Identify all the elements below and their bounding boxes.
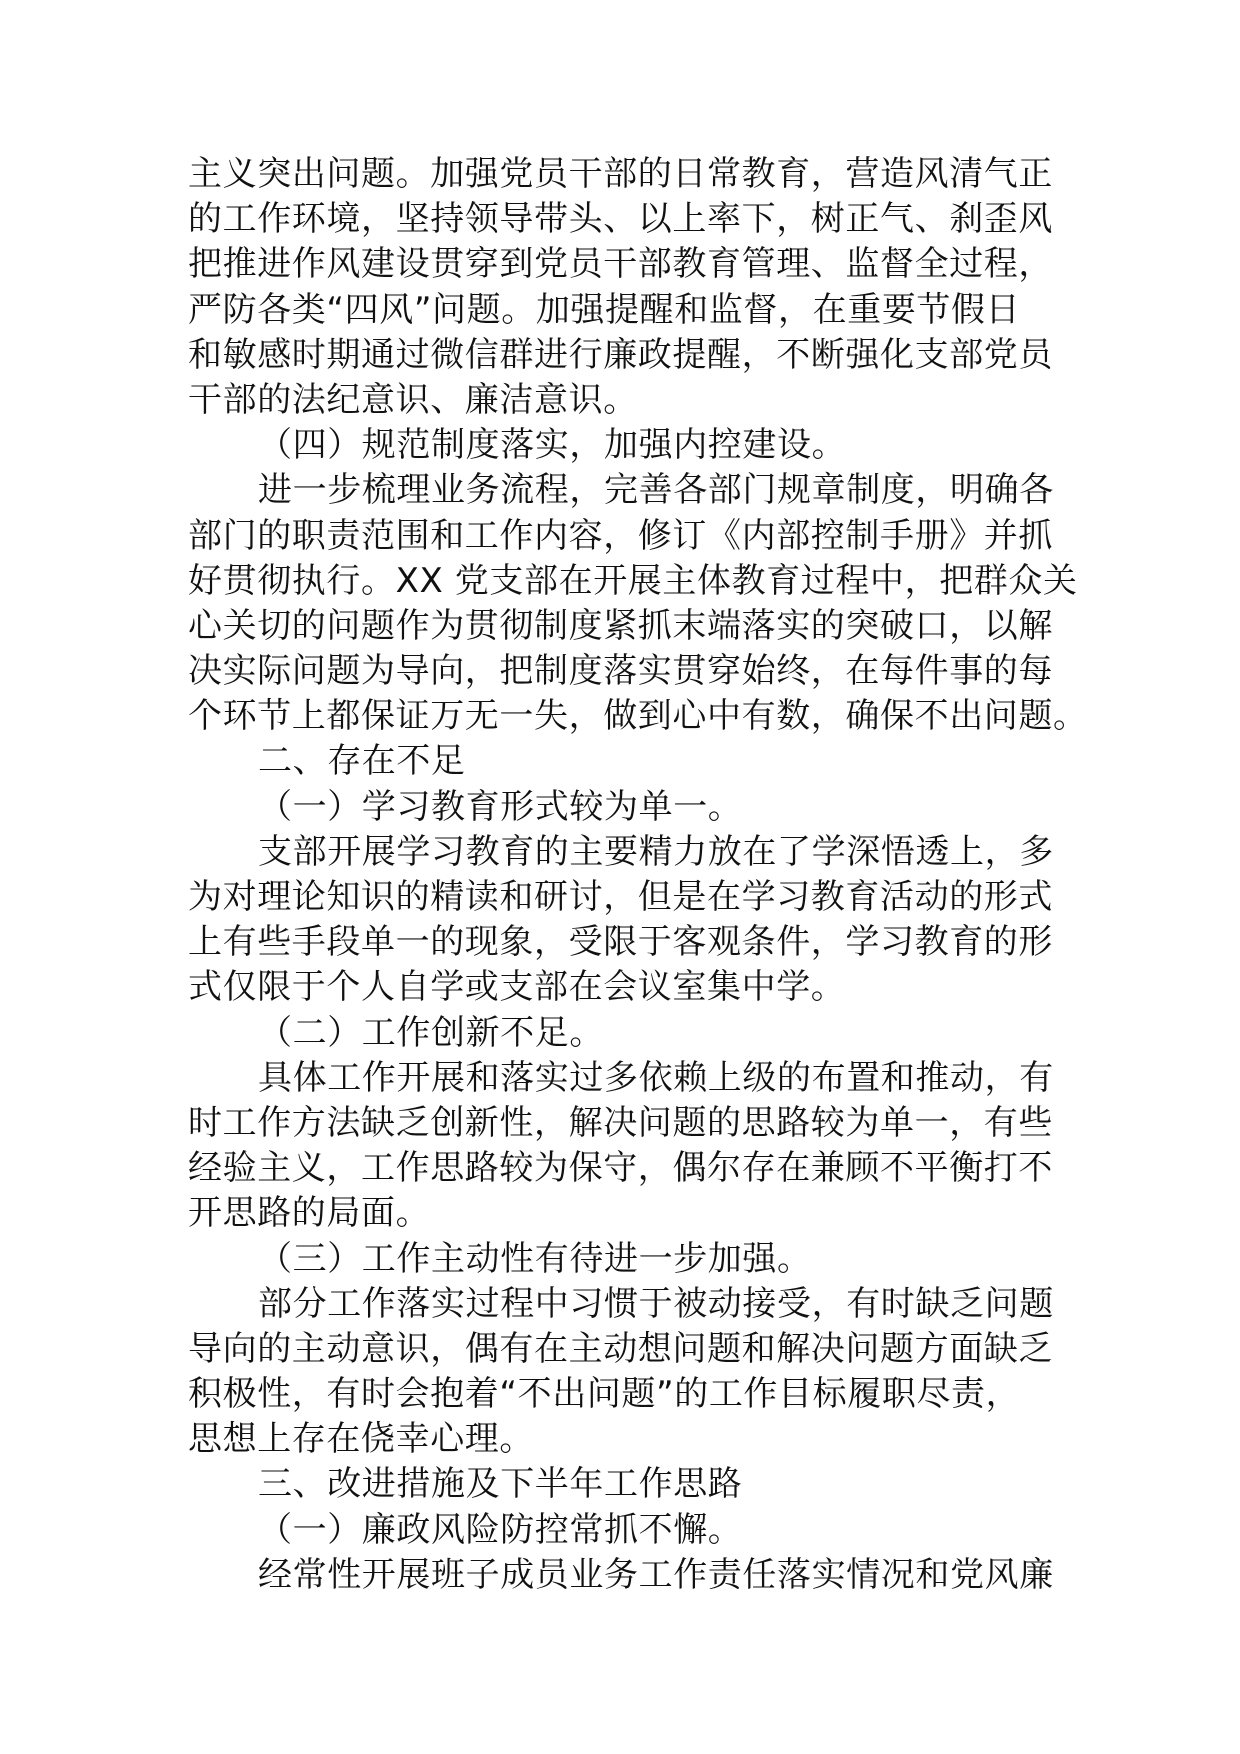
text-line: 经验主义，工作思路较为保守，偶尔存在兼顾不平衡打不 [188, 1148, 1053, 1189]
text-line: 严防各类“四风”问题。加强提醒和监督，在重要节假日 [188, 289, 1021, 330]
text-line: 经常性开展班子成员业务工作责任落实情况和党风廉 [258, 1554, 1054, 1595]
text-line: 思想上存在侥幸心理。 [188, 1419, 534, 1460]
text-line: 和敏感时期通过微信群进行廉政提醒，不断强化支部党员 [188, 334, 1053, 375]
text-line: 具体工作开展和落实过多依赖上级的布置和推动，有 [258, 1057, 1054, 1098]
subsection-heading: （一）廉政风险防控常抓不懈。 [258, 1509, 743, 1550]
text-line: 心关切的问题作为贯彻制度紧抓末端落实的突破口，以解 [188, 605, 1053, 646]
text-line: 个环节上都保证万无一失，做到心中有数，确保不出问题。 [188, 696, 1088, 737]
text-line: 干部的法纪意识、廉洁意识。 [188, 379, 638, 420]
text-line: 上有些手段单一的现象，受限于客观条件，学习教育的形 [188, 922, 1053, 963]
text-line: 时工作方法缺乏创新性，解决问题的思路较为单一，有些 [188, 1102, 1053, 1143]
text-line: 积极性，有时会抱着“不出问题”的工作目标履职尽责， [188, 1374, 1021, 1415]
text-line: 部门的职责范围和工作内容，修订《内部控制手册》并抓 [188, 515, 1053, 556]
text-line: 部分工作落实过程中习惯于被动接受，有时缺乏问题 [258, 1283, 1054, 1324]
text-line: 的工作环境，坚持领导带头、以上率下，树正气、刹歪风 [188, 199, 1053, 240]
section-heading: 三、改进措施及下半年工作思路 [258, 1464, 743, 1505]
subsection-heading: （一）学习教育形式较为单一。 [258, 786, 743, 827]
text-line: 决实际问题为导向，把制度落实贯穿始终，在每件事的每 [188, 651, 1053, 692]
text-line: 为对理论知识的精读和研讨，但是在学习教育活动的形式 [188, 877, 1053, 917]
text-line: 好贯彻执行。XX 党支部在开展主体教育过程中，把群众关 [188, 560, 1078, 601]
section-heading: （四）规范制度落实，加强内控建设。 [258, 425, 847, 466]
subsection-heading: （二）工作创新不足。 [258, 1012, 604, 1053]
text-line: 导向的主动意识，偶有在主动想问题和解决问题方面缺乏 [188, 1328, 1053, 1369]
text-line: 主义突出问题。加强党员干部的日常教育，营造风清气正 [188, 154, 1053, 194]
subsection-heading: （三）工作主动性有待进一步加强。 [258, 1238, 812, 1279]
text-line: 式仅限于个人自学或支部在会议室集中学。 [188, 967, 846, 1008]
text-line: 开思路的局面。 [188, 1193, 431, 1234]
text-line: 进一步梳理业务流程，完善各部门规章制度，明确各 [258, 470, 1054, 511]
document-body [188, 152, 1088, 1598]
section-heading: 二、存在不足 [258, 741, 466, 782]
text-line: 把推进作风建设贯穿到党员干部教育管理、监督全过程， [188, 244, 1053, 285]
text-line: 支部开展学习教育的主要精力放在了学深悟透上，多 [258, 831, 1054, 872]
